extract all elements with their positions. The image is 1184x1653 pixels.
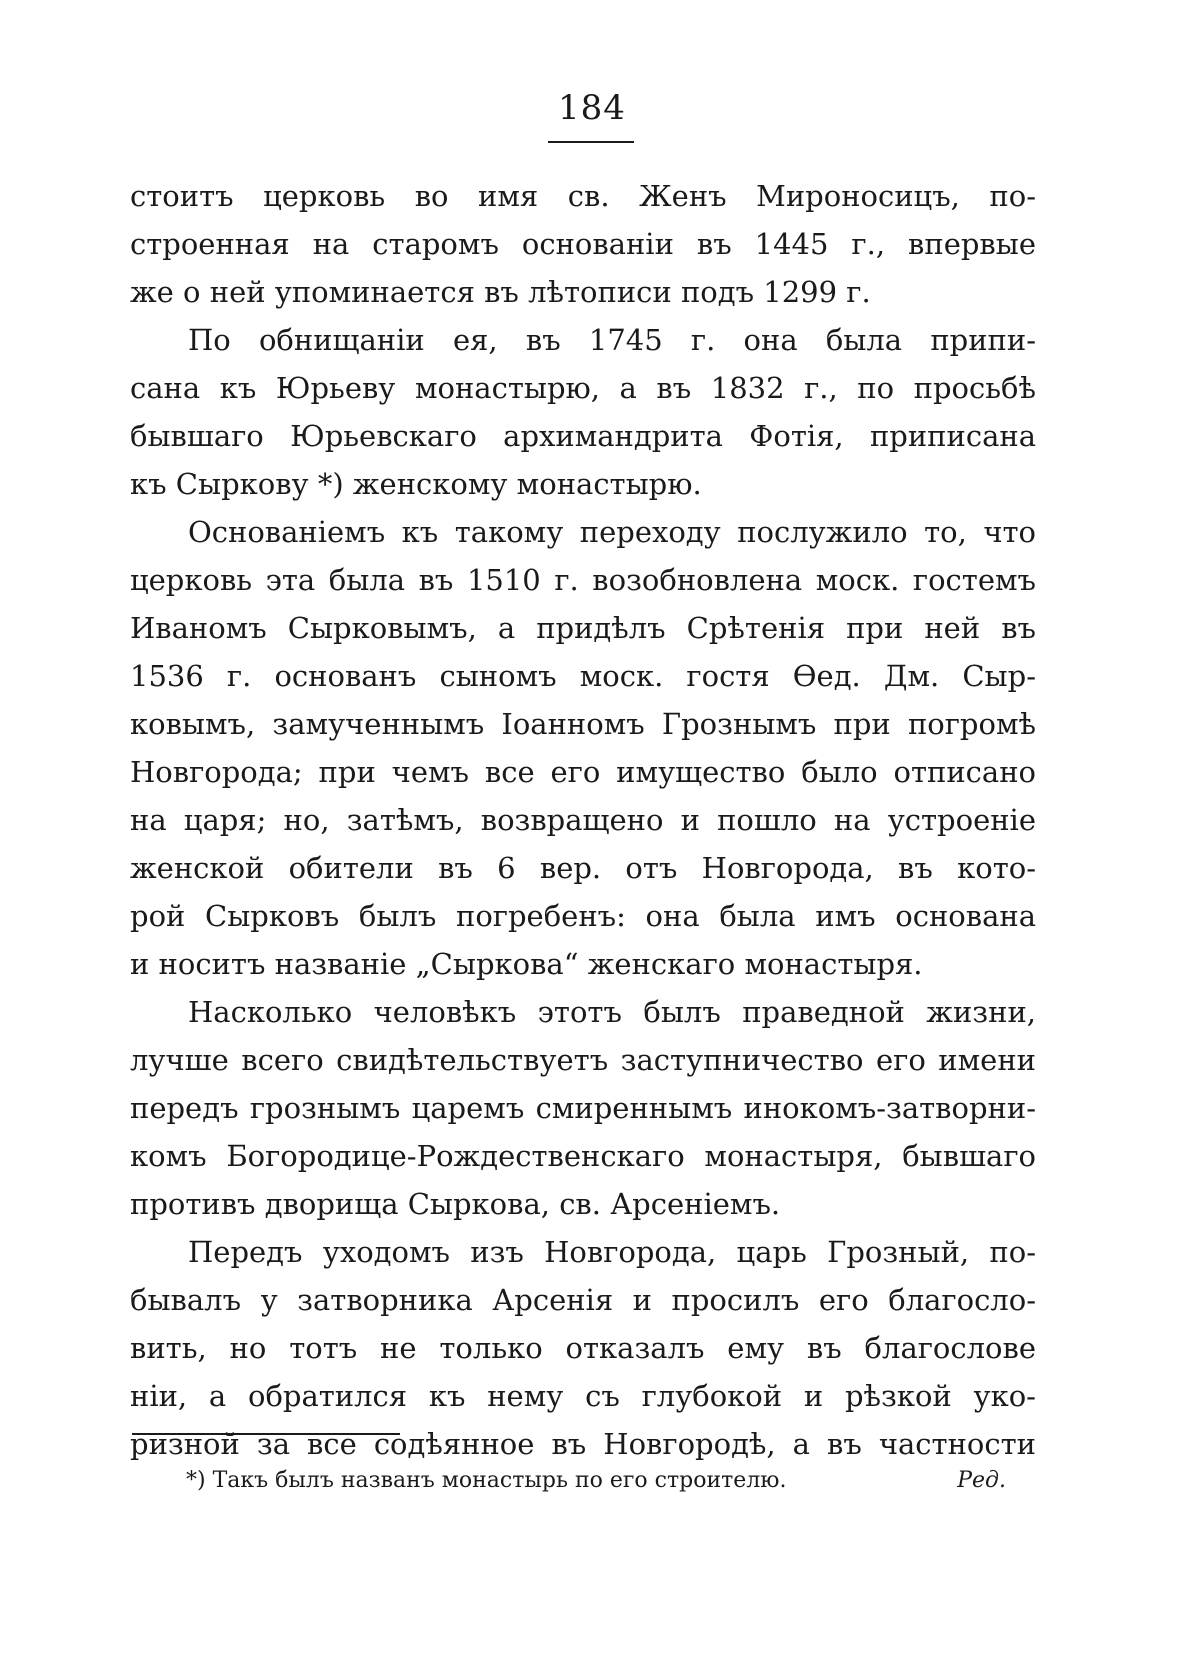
footnote-rule — [132, 1433, 400, 1435]
text-line: же о ней упоминается въ лѣтописи подъ 1299 г. — [130, 275, 871, 309]
text-line: и носитъ названiе „Сыркова“ женскаго монастыря. — [130, 947, 923, 981]
footnote-text: *) Такъ былъ названъ монастырь по его строителю. — [186, 1468, 787, 1493]
text-line: комъ Богородице-Рождественскаго монастыря, бывшаго — [130, 1139, 1036, 1173]
text-line: стоитъ церковь во имя св. Женъ Мироносицъ, по- — [130, 179, 1036, 213]
paragraph-1 — [130, 172, 1036, 316]
text-line: противъ дворища Сыркова, св. Арсенiемъ. — [130, 1187, 781, 1221]
body-text — [130, 172, 1036, 1468]
text-line: на царя; но, затѣмъ, возвращено и пошло на устроенiе — [130, 803, 1036, 837]
text-line: нiи, а обратился къ нему съ глубокой и рѣзкой уко- — [130, 1379, 1036, 1413]
page-number-rule — [548, 141, 634, 143]
text-line: 1536 г. основанъ сыномъ моск. гостя Ѳед. Дм. Сыр- — [130, 659, 1036, 693]
text-line: церковь эта была въ 1510 г. возобновлена моск. гостемъ — [130, 563, 1036, 597]
text-line: женской обители въ 6 вер. отъ Новгорода, въ кото- — [130, 851, 1036, 885]
text-line: вить, но тотъ не только отказалъ ему въ благослове — [130, 1331, 1036, 1365]
text-line: передъ грознымъ царемъ смиреннымъ инокомъ-затворни- — [130, 1091, 1036, 1125]
paragraph-4 — [130, 988, 1036, 1228]
paragraph-5 — [130, 1228, 1036, 1468]
text-line: Насколько человѣкъ этотъ былъ праведной жизни, — [188, 995, 1036, 1029]
text-line: Основанiемъ къ такому переходу послужило то, что — [188, 515, 1036, 549]
text-line: По обнищанiи ея, въ 1745 г. она была припи- — [188, 323, 1036, 357]
text-line: рой Сырковъ былъ погребенъ: она была имъ основана — [130, 899, 1036, 933]
text-line: Новгорода; при чемъ все его имущество было отписано — [130, 755, 1036, 789]
text-line: бывшаго Юрьевскаго архимандрита Фотiя, приписана — [130, 419, 1036, 453]
text-line: къ Сыркову *) женскому монастырю. — [130, 467, 702, 501]
paragraph-3 — [130, 508, 1036, 988]
footnote — [186, 1466, 1006, 1496]
text-line: Передъ уходомъ изъ Новгорода, царь Грозный, по- — [188, 1235, 1036, 1269]
text-line: сана къ Юрьеву монастырю, а въ 1832 г., по просьбѣ — [130, 371, 1036, 405]
text-line: ризной за все содѣянное въ Новгородѣ, а въ частности — [130, 1427, 1036, 1461]
text-line: ковымъ, замученнымъ Iоанномъ Грознымъ при погромѣ — [130, 707, 1036, 741]
text-line: Иваномъ Сырковымъ, а придѣлъ Срѣтенiя при ней въ — [130, 611, 1036, 645]
text-line: бывалъ у затворника Арсенiя и просилъ его благосло- — [130, 1283, 1036, 1317]
footnote-editor-mark: Ред. — [957, 1468, 1006, 1493]
page-number: 184 — [558, 88, 626, 128]
text-line: строенная на старомъ основанiи въ 1445 г., впервые — [130, 227, 1036, 261]
paragraph-2 — [130, 316, 1036, 508]
text-line: лучше всего свидѣтельствуетъ заступничество его имени — [130, 1043, 1036, 1077]
